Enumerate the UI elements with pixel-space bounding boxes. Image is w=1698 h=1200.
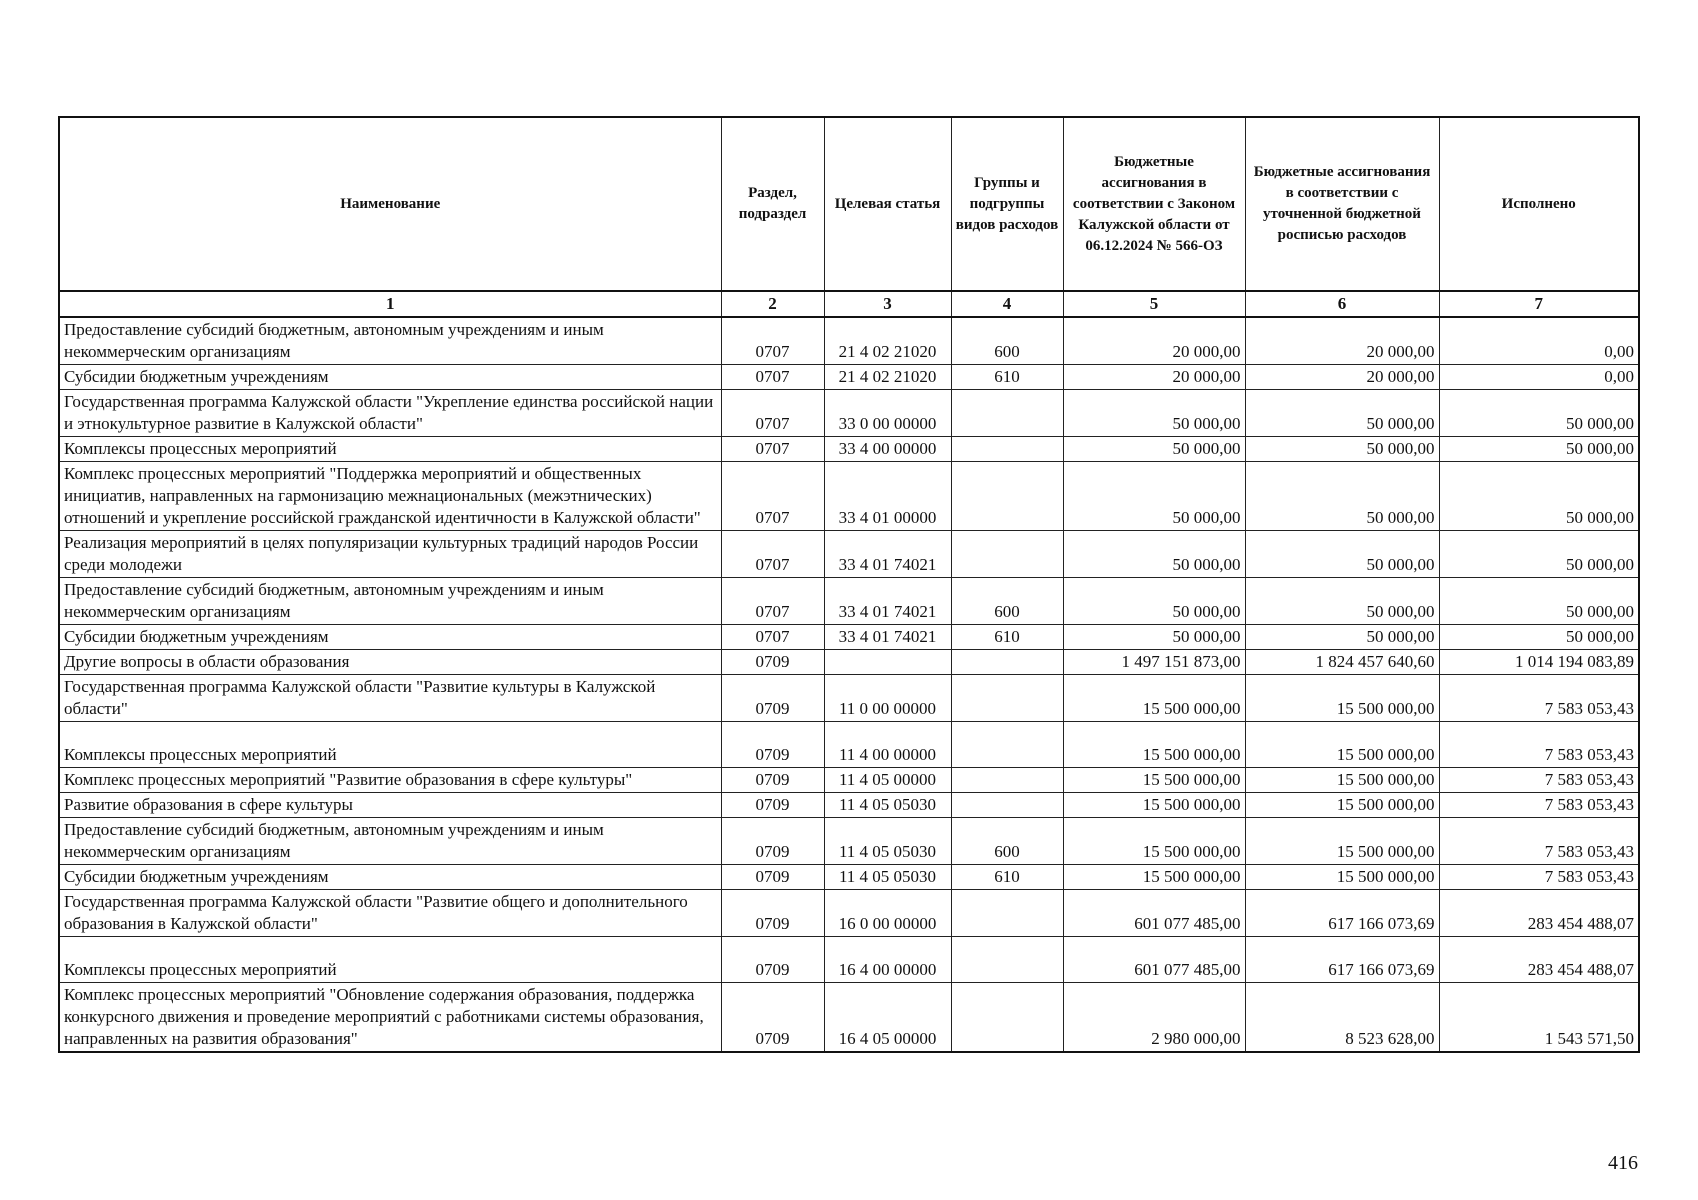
- row-section: 0709: [721, 793, 824, 818]
- table-body: [59, 317, 1639, 1052]
- row-name: Другие вопросы в области образования: [59, 650, 721, 675]
- row-target-item: [824, 650, 951, 675]
- row-executed-amount: 50 000,00: [1439, 578, 1639, 625]
- row-target-item: 16 4 00 00000: [824, 937, 951, 983]
- row-section: 0707: [721, 317, 824, 365]
- row-section: 0709: [721, 983, 824, 1053]
- row-section: 0707: [721, 437, 824, 462]
- row-expense-group: [951, 983, 1063, 1053]
- row-law-amount: 15 500 000,00: [1063, 865, 1245, 890]
- table-header-row: [59, 117, 1639, 291]
- row-section: 0709: [721, 650, 824, 675]
- row-name: Субсидии бюджетным учреждениям: [59, 625, 721, 650]
- header-name: Наименование: [59, 117, 721, 291]
- header-executed: Исполнено: [1439, 117, 1639, 291]
- row-section: 0709: [721, 890, 824, 937]
- row-law-amount: 20 000,00: [1063, 365, 1245, 390]
- row-expense-group: [951, 675, 1063, 722]
- row-expense-group: [951, 768, 1063, 793]
- row-refined-amount: 8 523 628,00: [1245, 983, 1439, 1053]
- row-refined-amount: 20 000,00: [1245, 365, 1439, 390]
- row-executed-amount: 7 583 053,43: [1439, 818, 1639, 865]
- table-row: [59, 937, 1639, 983]
- row-name: Комплекс процессных мероприятий "Развитие образования в сфере культуры": [59, 768, 721, 793]
- row-name: Субсидии бюджетным учреждениям: [59, 865, 721, 890]
- header-section: Раздел, подраздел: [721, 117, 824, 291]
- row-expense-group: 610: [951, 865, 1063, 890]
- row-law-amount: 15 500 000,00: [1063, 818, 1245, 865]
- table-row: [59, 865, 1639, 890]
- row-section: 0707: [721, 365, 824, 390]
- row-expense-group: 610: [951, 625, 1063, 650]
- row-refined-amount: 50 000,00: [1245, 462, 1439, 531]
- row-target-item: 21 4 02 21020: [824, 365, 951, 390]
- row-executed-amount: 0,00: [1439, 317, 1639, 365]
- row-name: Государственная программа Калужской области "Развитие общего и дополнительного образования в Калужской области": [59, 890, 721, 937]
- column-number-row: [59, 291, 1639, 317]
- row-target-item: 33 4 01 74021: [824, 625, 951, 650]
- row-refined-amount: 15 500 000,00: [1245, 865, 1439, 890]
- row-name: Комплекс процессных мероприятий "Обновление содержания образования, поддержка конкурсного движения и проведение мероприятий с работниками системы образования, направленных на развития образования": [59, 983, 721, 1053]
- row-executed-amount: 283 454 488,07: [1439, 890, 1639, 937]
- row-expense-group: [951, 437, 1063, 462]
- row-law-amount: 50 000,00: [1063, 578, 1245, 625]
- row-law-amount: 15 500 000,00: [1063, 768, 1245, 793]
- row-target-item: 16 0 00 00000: [824, 890, 951, 937]
- table-row: [59, 365, 1639, 390]
- row-name: Государственная программа Калужской области "Укрепление единства российской нации и этнокультурное развитие в Калужской области": [59, 390, 721, 437]
- row-target-item: 21 4 02 21020: [824, 317, 951, 365]
- row-refined-amount: 15 500 000,00: [1245, 768, 1439, 793]
- row-name: Государственная программа Калужской области "Развитие культуры в Калужской области": [59, 675, 721, 722]
- row-expense-group: [951, 462, 1063, 531]
- row-refined-amount: 15 500 000,00: [1245, 818, 1439, 865]
- table-row: [59, 768, 1639, 793]
- row-refined-amount: 50 000,00: [1245, 531, 1439, 578]
- row-target-item: 11 4 05 05030: [824, 865, 951, 890]
- row-refined-amount: 617 166 073,69: [1245, 937, 1439, 983]
- row-executed-amount: 0,00: [1439, 365, 1639, 390]
- row-name: Предоставление субсидий бюджетным, автономным учреждениям и иным некоммерческим организациям: [59, 578, 721, 625]
- page-number: 416: [1608, 1152, 1638, 1174]
- row-law-amount: 601 077 485,00: [1063, 890, 1245, 937]
- table-row: [59, 675, 1639, 722]
- row-target-item: 11 4 05 05030: [824, 793, 951, 818]
- row-name: Комплексы процессных мероприятий: [59, 937, 721, 983]
- row-executed-amount: 50 000,00: [1439, 390, 1639, 437]
- row-executed-amount: 7 583 053,43: [1439, 675, 1639, 722]
- row-section: 0707: [721, 462, 824, 531]
- row-expense-group: 600: [951, 317, 1063, 365]
- column-number: 2: [721, 291, 824, 317]
- row-refined-amount: 50 000,00: [1245, 625, 1439, 650]
- row-name: Предоставление субсидий бюджетным, автономным учреждениям и иным некоммерческим организациям: [59, 317, 721, 365]
- table-row: [59, 625, 1639, 650]
- row-section: 0709: [721, 768, 824, 793]
- row-executed-amount: 7 583 053,43: [1439, 865, 1639, 890]
- row-target-item: 33 0 00 00000: [824, 390, 951, 437]
- table-row: [59, 650, 1639, 675]
- table-row: [59, 722, 1639, 768]
- row-section: 0707: [721, 390, 824, 437]
- row-law-amount: 50 000,00: [1063, 437, 1245, 462]
- budget-table: [58, 116, 1640, 1053]
- row-executed-amount: 283 454 488,07: [1439, 937, 1639, 983]
- row-law-amount: 50 000,00: [1063, 531, 1245, 578]
- row-target-item: 33 4 01 74021: [824, 578, 951, 625]
- table-row: [59, 437, 1639, 462]
- table-row: [59, 818, 1639, 865]
- row-section: 0709: [721, 818, 824, 865]
- row-expense-group: [951, 890, 1063, 937]
- row-target-item: 11 4 05 05030: [824, 818, 951, 865]
- row-law-amount: 15 500 000,00: [1063, 675, 1245, 722]
- row-refined-amount: 617 166 073,69: [1245, 890, 1439, 937]
- row-target-item: 33 4 00 00000: [824, 437, 951, 462]
- column-number: 7: [1439, 291, 1639, 317]
- row-target-item: 11 0 00 00000: [824, 675, 951, 722]
- row-executed-amount: 50 000,00: [1439, 625, 1639, 650]
- column-number: 5: [1063, 291, 1245, 317]
- row-refined-amount: 15 500 000,00: [1245, 722, 1439, 768]
- row-law-amount: 15 500 000,00: [1063, 722, 1245, 768]
- row-name: Комплекс процессных мероприятий "Поддержка мероприятий и общественных инициатив, направленных на гармонизацию межнациональных (межэтнических) отношений и укрепление российской гражданской идентичности в Калужской области": [59, 462, 721, 531]
- header-target-item: Целевая статья: [824, 117, 951, 291]
- row-expense-group: 610: [951, 365, 1063, 390]
- row-expense-group: [951, 793, 1063, 818]
- row-refined-amount: 15 500 000,00: [1245, 675, 1439, 722]
- header-refined-appropriations: Бюджетные ассигнования в соответствии с уточненной бюджетной росписью расходов: [1245, 117, 1439, 291]
- table-row: [59, 531, 1639, 578]
- table-row: [59, 317, 1639, 365]
- row-refined-amount: 50 000,00: [1245, 390, 1439, 437]
- row-expense-group: [951, 650, 1063, 675]
- table-row: [59, 390, 1639, 437]
- row-executed-amount: 1 014 194 083,89: [1439, 650, 1639, 675]
- row-refined-amount: 50 000,00: [1245, 437, 1439, 462]
- header-expense-group: Группы и подгруппы видов расходов: [951, 117, 1063, 291]
- row-target-item: 33 4 01 74021: [824, 531, 951, 578]
- row-law-amount: 2 980 000,00: [1063, 983, 1245, 1053]
- row-expense-group: [951, 722, 1063, 768]
- row-name: Предоставление субсидий бюджетным, автономным учреждениям и иным некоммерческим организациям: [59, 818, 721, 865]
- row-section: 0707: [721, 531, 824, 578]
- row-target-item: 11 4 05 00000: [824, 768, 951, 793]
- column-number: 6: [1245, 291, 1439, 317]
- row-executed-amount: 1 543 571,50: [1439, 983, 1639, 1053]
- row-target-item: 33 4 01 00000: [824, 462, 951, 531]
- row-executed-amount: 50 000,00: [1439, 531, 1639, 578]
- row-name: Реализация мероприятий в целях популяризации культурных традиций народов России среди молодежи: [59, 531, 721, 578]
- row-law-amount: 50 000,00: [1063, 462, 1245, 531]
- row-law-amount: 15 500 000,00: [1063, 793, 1245, 818]
- row-name: Комплексы процессных мероприятий: [59, 722, 721, 768]
- column-number: 4: [951, 291, 1063, 317]
- row-section: 0707: [721, 578, 824, 625]
- row-section: 0709: [721, 722, 824, 768]
- table-row: [59, 983, 1639, 1053]
- table-row: [59, 578, 1639, 625]
- row-refined-amount: 50 000,00: [1245, 578, 1439, 625]
- row-refined-amount: 1 824 457 640,60: [1245, 650, 1439, 675]
- row-law-amount: 50 000,00: [1063, 625, 1245, 650]
- row-refined-amount: 15 500 000,00: [1245, 793, 1439, 818]
- row-law-amount: 20 000,00: [1063, 317, 1245, 365]
- table-row: [59, 890, 1639, 937]
- table-row: [59, 793, 1639, 818]
- row-section: 0707: [721, 625, 824, 650]
- row-executed-amount: 7 583 053,43: [1439, 793, 1639, 818]
- row-executed-amount: 7 583 053,43: [1439, 722, 1639, 768]
- row-law-amount: 1 497 151 873,00: [1063, 650, 1245, 675]
- row-target-item: 11 4 00 00000: [824, 722, 951, 768]
- row-expense-group: 600: [951, 578, 1063, 625]
- row-name: Комплексы процессных мероприятий: [59, 437, 721, 462]
- row-name: Субсидии бюджетным учреждениям: [59, 365, 721, 390]
- row-expense-group: [951, 937, 1063, 983]
- header-law-appropriations: Бюджетные ассигнования в соответствии с Законом Калужской области от 06.12.2024 № 566-ОЗ: [1063, 117, 1245, 291]
- row-law-amount: 50 000,00: [1063, 390, 1245, 437]
- row-name: Развитие образования в сфере культуры: [59, 793, 721, 818]
- row-executed-amount: 7 583 053,43: [1439, 768, 1639, 793]
- row-target-item: 16 4 05 00000: [824, 983, 951, 1053]
- row-expense-group: 600: [951, 818, 1063, 865]
- row-section: 0709: [721, 937, 824, 983]
- table-row: [59, 462, 1639, 531]
- column-number: 3: [824, 291, 951, 317]
- document-page: [58, 116, 1638, 1053]
- row-section: 0709: [721, 675, 824, 722]
- row-executed-amount: 50 000,00: [1439, 437, 1639, 462]
- row-law-amount: 601 077 485,00: [1063, 937, 1245, 983]
- row-expense-group: [951, 531, 1063, 578]
- row-expense-group: [951, 390, 1063, 437]
- row-refined-amount: 20 000,00: [1245, 317, 1439, 365]
- column-number: 1: [59, 291, 721, 317]
- row-section: 0709: [721, 865, 824, 890]
- row-executed-amount: 50 000,00: [1439, 462, 1639, 531]
